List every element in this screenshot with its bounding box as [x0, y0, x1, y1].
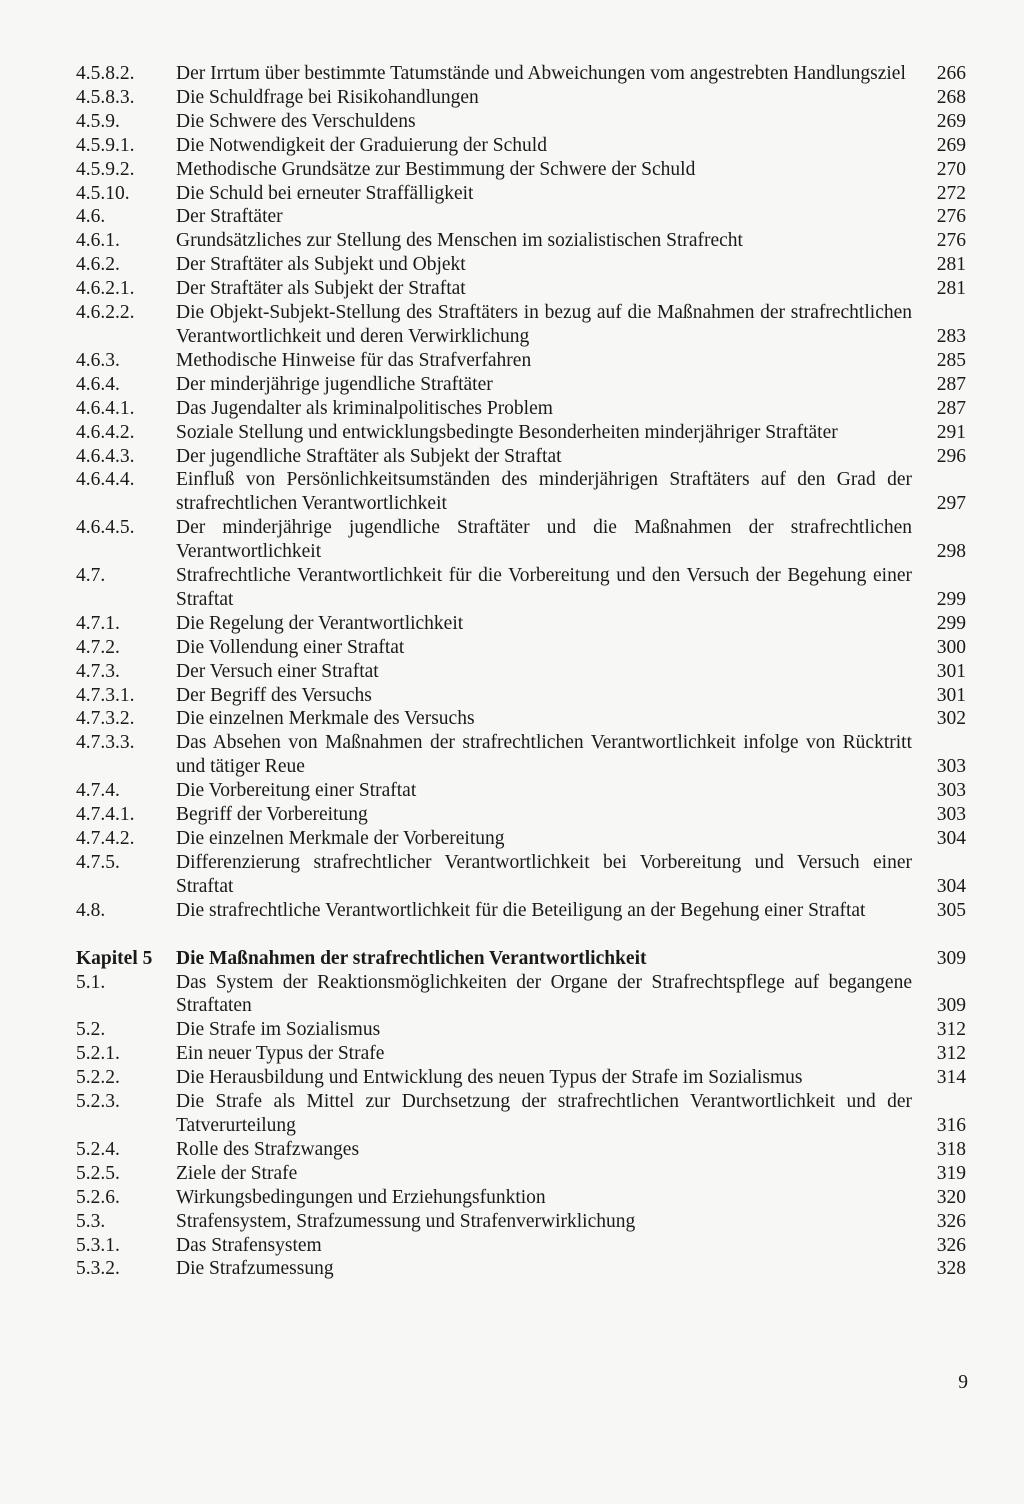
page-ref: 305 [936, 899, 966, 921]
section-title: Die Maßnahmen der strafrechtlichen Verantwortlichkeit [176, 947, 647, 969]
section-title: Der Straftäter als Subjekt der Straftat [176, 278, 466, 300]
section-title: Die Objekt-Subjekt-Stellung des Straftäters in bezug auf die Maßnahmen der strafrechtlichen Verantwortlichkeit und deren Verwirklichung [176, 302, 912, 347]
page-ref: 281 [936, 254, 966, 276]
page-ref: 299 [936, 612, 966, 634]
section-title: Das Jugendalter als kriminalpolitisches Problem [176, 397, 553, 419]
section-title: Die einzelnen Merkmale der Vorbereitung [176, 828, 505, 849]
toc-entry [76, 397, 966, 421]
page-ref: 304 [936, 875, 966, 897]
section-number: 4.7.3.1. [76, 684, 135, 706]
page-ref: 312 [936, 1019, 966, 1041]
toc-entry [76, 182, 966, 206]
section-number: 4.8. [76, 899, 106, 921]
section-number: 5.2.1. [76, 1043, 120, 1065]
page-number: 9 [958, 1372, 968, 1393]
section-title: Das System der Reaktionsmöglichkeiten der Organe der Strafrechtspflege auf begangene Straftaten [176, 971, 912, 1017]
section-number: 4.7.3.3. [76, 732, 135, 754]
section-title: Strafrechtliche Verantwortlichkeit für die Vorbereitung und den Versuch der Begehung einer Straftat [176, 565, 912, 610]
toc-entry [76, 827, 966, 851]
toc-entry [76, 516, 966, 564]
section-number: 5.2. [76, 1019, 106, 1041]
toc-entry [76, 445, 966, 469]
page-ref: 291 [936, 421, 966, 443]
section-title: Die Strafe als Mittel zur Durchsetzung der strafrechtlichen Verantwortlichkeit und der Tatverurteilung [176, 1091, 912, 1136]
section-title: Die Vollendung einer Straftat [176, 636, 405, 658]
section-title: Einfluß von Persönlichkeitsumständen des minderjährigen Straftäters auf den Grad der strafrechtlichen Verantwortlichkeit [176, 469, 912, 515]
toc-entry [76, 468, 966, 516]
page-ref: 320 [936, 1186, 966, 1208]
section-number: Kapitel 5 [76, 947, 153, 969]
page-ref: 326 [936, 1210, 966, 1232]
section-title: Soziale Stellung und entwicklungsbedingte Besonderheiten minderjähriger Straftäter [176, 421, 838, 443]
chapter-heading [76, 947, 966, 971]
page-ref: 299 [936, 588, 966, 610]
section-number: 5.3.2. [76, 1258, 120, 1280]
page-ref: 276 [936, 206, 966, 228]
section-number: 4.6.4.4. [76, 469, 135, 491]
section-title: Die einzelnen Merkmale des Versuchs [176, 708, 475, 730]
toc-entry [76, 636, 966, 660]
toc-entry [76, 277, 966, 301]
page-ref: 326 [936, 1234, 966, 1256]
section-number: 4.7.5. [76, 851, 120, 873]
section-title: Differenzierung strafrechtlicher Verantwortlichkeit bei Vorbereitung und Versuch einer Straftat [176, 851, 912, 897]
page-ref: 298 [936, 541, 966, 563]
page-ref: 316 [936, 1114, 966, 1136]
section-number: 5.3.1. [76, 1234, 120, 1256]
section-title: Das Strafensystem [176, 1234, 322, 1256]
page-ref: 314 [936, 1067, 966, 1089]
section-title: Rolle des Strafzwanges [176, 1138, 360, 1160]
toc-entry [76, 1090, 966, 1138]
section-number: 4.7.4.1. [76, 804, 135, 826]
section-title: Die strafrechtliche Verantwortlichkeit für die Beteiligung an der Begehung einer Straftat [176, 899, 866, 921]
toc-entry [76, 229, 966, 253]
toc-entry [76, 373, 966, 397]
section-number: 5.2.4. [76, 1138, 120, 1160]
page-ref: 268 [936, 86, 966, 108]
page-ref: 304 [936, 828, 966, 849]
page-ref: 297 [936, 493, 966, 515]
section-title: Die Regelung der Verantwortlichkeit [176, 612, 464, 634]
toc-entry [76, 1066, 966, 1090]
page-ref: 301 [936, 660, 966, 682]
section-number: 4.7.3. [76, 660, 120, 682]
toc-entry [76, 564, 966, 612]
toc-entry [76, 731, 966, 779]
section-title: Methodische Hinweise für das Strafverfahren [176, 349, 532, 371]
section-number: 4.5.9. [76, 110, 120, 132]
section-title: Die Notwendigkeit der Graduierung der Schuld [176, 134, 547, 156]
section-number: 4.6.4. [76, 373, 120, 395]
toc-entry [76, 134, 966, 158]
page-ref: 319 [936, 1162, 966, 1184]
section-title: Der Versuch einer Straftat [176, 660, 379, 682]
section-title: Wirkungsbedingungen und Erziehungsfunktion [176, 1186, 546, 1208]
section-number: 5.2.3. [76, 1091, 120, 1113]
page-ref: 318 [936, 1138, 966, 1160]
page-ref: 303 [936, 804, 966, 826]
toc-entry [76, 349, 966, 373]
section-number: 4.6.2.2. [76, 302, 135, 324]
toc-entry [76, 1210, 966, 1234]
page-ref: 303 [936, 756, 966, 778]
section-title: Die Vorbereitung einer Straftat [176, 780, 417, 802]
section-number: 4.7.4. [76, 780, 120, 802]
toc-entry [76, 899, 966, 923]
toc-entry [76, 851, 966, 899]
toc-entry [76, 612, 966, 636]
page-ref: 281 [936, 278, 966, 300]
section-title: Der Straftäter als Subjekt und Objekt [176, 254, 466, 276]
page-ref: 296 [936, 445, 966, 467]
toc-entry [76, 421, 966, 445]
toc-entry [76, 1234, 966, 1258]
toc-entry [76, 1257, 966, 1281]
toc-entry [76, 971, 966, 1019]
page-ref: 287 [936, 373, 966, 395]
page-ref: 270 [936, 158, 966, 180]
section-title: Grundsätzliches zur Stellung des Menschen im sozialistischen Strafrecht [176, 230, 743, 252]
section-number: 5.2.6. [76, 1186, 120, 1208]
page-ref: 266 [936, 63, 966, 84]
section-number: 4.6.2.1. [76, 278, 135, 300]
section-title: Die Schwere des Verschuldens [176, 110, 416, 132]
page-ref: 328 [936, 1258, 966, 1280]
section-title: Begriff der Vorbereitung [176, 804, 368, 826]
toc-entry [76, 158, 966, 182]
toc-entry [76, 779, 966, 803]
page-ref: 309 [936, 995, 966, 1017]
section-title: Der Irrtum über bestimmte Tatumstände und Abweichungen vom angestrebten Handlungsziel [176, 63, 906, 84]
section-title: Die Strafe im Sozialismus [176, 1019, 381, 1041]
table-of-contents [76, 62, 966, 1281]
toc-entry [76, 1042, 966, 1066]
section-number: 4.7.2. [76, 636, 120, 658]
toc-entry [76, 803, 966, 827]
section-number: 4.6.3. [76, 349, 120, 371]
section-number: 4.5.8.2. [76, 63, 135, 84]
section-number: 4.6.4.3. [76, 445, 135, 467]
section-number: 5.3. [76, 1210, 106, 1232]
section-number: 4.5.9.1. [76, 134, 135, 156]
section-title: Die Strafzumessung [176, 1258, 334, 1280]
section-title: Der Straftäter [176, 206, 283, 228]
section-title: Der Begriff des Versuchs [176, 684, 372, 706]
toc-entry [76, 301, 966, 349]
section-number: 4.7.1. [76, 612, 120, 634]
toc-entry [76, 86, 966, 110]
toc-entry [76, 707, 966, 731]
page-ref: 276 [936, 230, 966, 252]
section-number: 4.7. [76, 565, 106, 587]
section-title: Ziele der Strafe [176, 1162, 298, 1184]
section-number: 4.5.9.2. [76, 158, 135, 180]
toc-entry [76, 1018, 966, 1042]
section-number: 5.2.2. [76, 1067, 120, 1089]
toc-entry [76, 253, 966, 277]
page-ref: 312 [936, 1043, 966, 1065]
page-ref: 303 [936, 780, 966, 802]
page-ref: 269 [936, 110, 966, 132]
section-number: 4.7.4.2. [76, 828, 135, 849]
section-number: 4.6.2. [76, 254, 120, 276]
section-title: Der minderjährige jugendliche Straftäter und die Maßnahmen der strafrechtlichen Verantwortlichkeit [176, 517, 912, 563]
section-title: Die Herausbildung und Entwicklung des neuen Typus der Strafe im Sozialismus [176, 1067, 803, 1089]
section-number: 5.2.5. [76, 1162, 120, 1184]
section-number: 4.7.3.2. [76, 708, 135, 730]
section-title: Die Schuld bei erneuter Straffälligkeit [176, 182, 474, 204]
page-ref: 302 [936, 708, 966, 730]
toc-entry [76, 1138, 966, 1162]
page-ref: 309 [936, 947, 966, 969]
toc-entry [76, 684, 966, 708]
section-number: 4.6.4.5. [76, 517, 135, 539]
section-title: Strafensystem, Strafzumessung und Strafenverwirklichung [176, 1210, 636, 1232]
section-title: Der minderjährige jugendliche Straftäter [176, 373, 493, 395]
section-number: 4.6. [76, 206, 106, 228]
section-number: 4.6.4.1. [76, 397, 135, 419]
section-number: 5.1. [76, 971, 106, 993]
section-title: Das Absehen von Maßnahmen der strafrechtlichen Verantwortlichkeit infolge von Rücktritt und tätiger Reue [176, 732, 912, 778]
toc-entry [76, 1186, 966, 1210]
page-ref: 301 [936, 684, 966, 706]
page-ref: 285 [936, 349, 966, 371]
page-ref: 287 [936, 397, 966, 419]
section-title: Die Schuldfrage bei Risikohandlungen [176, 86, 479, 108]
section-title: Ein neuer Typus der Strafe [176, 1043, 385, 1065]
page-ref: 283 [936, 325, 966, 347]
toc-entry [76, 110, 966, 134]
section-number: 4.6.4.2. [76, 421, 135, 443]
section-number: 4.5.8.3. [76, 86, 135, 108]
section-title: Der jugendliche Straftäter als Subjekt der Straftat [176, 445, 562, 467]
toc-entry [76, 62, 966, 86]
toc-entry [76, 205, 966, 229]
section-number: 4.5.10. [76, 182, 130, 204]
toc-entry [76, 660, 966, 684]
section-title: Methodische Grundsätze zur Bestimmung der Schwere der Schuld [176, 158, 696, 180]
page-ref: 300 [936, 636, 966, 658]
page-ref: 272 [936, 182, 966, 204]
toc-entry [76, 1162, 966, 1186]
page-ref: 269 [936, 134, 966, 156]
section-number: 4.6.1. [76, 230, 120, 252]
